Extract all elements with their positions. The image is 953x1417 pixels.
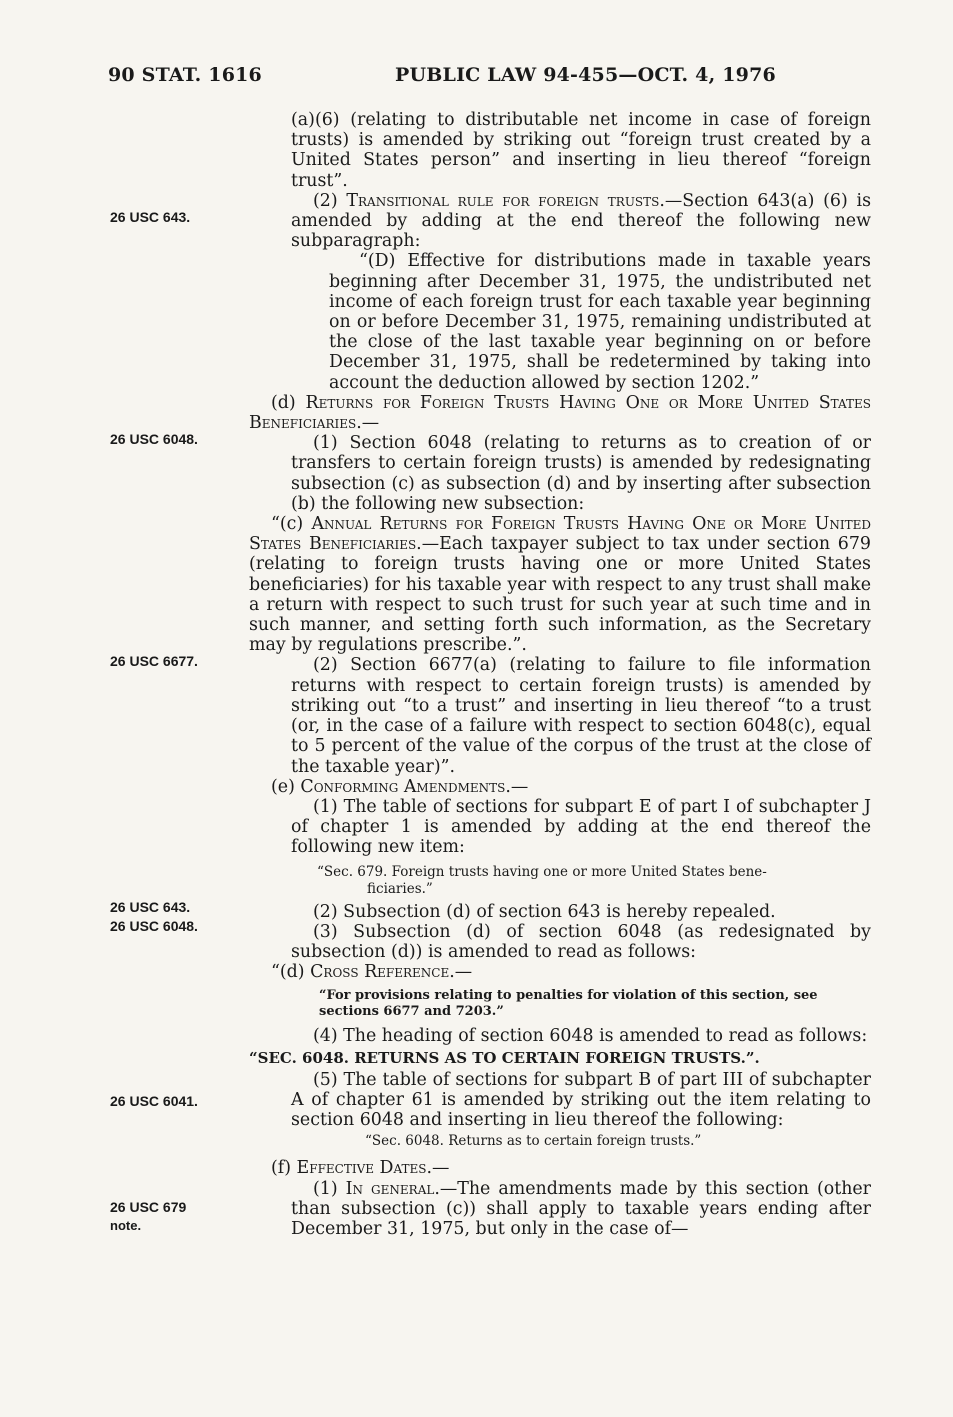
paragraph: (2) Subsection (d) of section 643 is hereby repealed. xyxy=(313,901,776,922)
paragraph: (3) Subsection (d) of section 6048 (as redesignated by subsection (d)) is amended to read as follows: xyxy=(291,921,871,962)
section-heading: Annual Returns for Foreign Trusts Having One or More United States Beneficiaries. xyxy=(249,514,871,555)
section-heading: Conforming Amendments. xyxy=(300,776,511,797)
paragraph: (4) The heading of section 6048 is amended to read as follows: xyxy=(313,1026,868,1047)
page-reference: 90 STAT. 1616 xyxy=(108,64,262,86)
section-heading: Returns for Foreign Trusts Having One or More United States Beneficiaries. xyxy=(249,392,871,434)
margin-citation: 26 USC 643. xyxy=(110,209,191,225)
paragraph: (2) Transitional rule for foreign trusts.—Section 643(a) (6) is amended by adding at the end thereof the following new subparagraph: xyxy=(291,190,871,252)
paragraph: (d) Returns for Foreign Trusts Having One or More United States Beneficiaries.— xyxy=(249,392,871,434)
section-heading-text: “SEC. 6048. RETURNS AS TO CERTAIN FOREIGN TRUSTS.”. xyxy=(249,1048,760,1067)
paragraph: (f) Effective Dates.— xyxy=(271,1158,450,1179)
paragraph: “(d) Cross Reference.— xyxy=(271,962,473,983)
running-header: PUBLIC LAW 94-455—OCT. 4, 1976 xyxy=(395,64,776,86)
margin-citation: 26 USC 643. xyxy=(110,899,191,915)
paragraph: (1) Section 6048 (relating to returns as to creation of or transfers to certain foreign trusts) is amended by redesignating subsection (c) as subsection (d) and by inserting after subsection (b) the following new subsection: xyxy=(291,433,871,514)
paragraph: (e) Conforming Amendments.— xyxy=(271,776,529,797)
paragraph: (a)(6) (relating to distributable net income in case of foreign trusts) is amended by striking out “foreign trust created by a United States person” and inserting in lieu thereof “foreign trust”. xyxy=(291,110,871,191)
paragraph: “(c) Annual Returns for Foreign Trusts Having One or More United States Beneficiaries.—Each taxpayer subject to tax under section 679 (relating to foreign trusts having one or more United States beneficiaries) for his taxable year with respect to any trust shall make a return with respect to such trust for such year at such time and in such manner, and setting forth such information, as the Secretary may by regulations prescribe.”. xyxy=(249,514,871,656)
margin-citation: note. xyxy=(110,1218,142,1233)
paragraph-heading: In general. xyxy=(345,1178,440,1199)
table-item: “Sec. 679. Foreign trusts having one or more United States bene- ficiaries.” xyxy=(317,863,767,897)
statute-text xyxy=(249,110,871,1239)
paragraph: (5) The table of sections for subpart B of part III of subchapter A of chapter 61 is amended by striking out the item relating to section 6048 and inserting in lieu thereof the following: xyxy=(291,1069,871,1131)
margin-citation: 26 USC 6048. xyxy=(110,431,198,447)
paragraph: (1) In general.—The amendments made by this section (other than subsection (c)) shall apply to taxable years ending after December 31, 1975, but only in the case of— xyxy=(291,1178,871,1239)
section-heading: Effective Dates. xyxy=(296,1158,432,1179)
quoted-subparagraph: “(D) Effective for distributions made in taxable years beginning after December 31, 1975, the undistributed net income of each foreign trust for each taxable year beginning on or before December 31, 1975, remaining undistributed at the close of the last taxable year beginning on or before December 31, 1975, shall be redetermined by taking into account the deduction allowed by section 1202.” xyxy=(329,251,871,393)
margin-citation: 26 USC 6041. xyxy=(110,1093,198,1109)
section-heading: Cross Reference. xyxy=(310,962,455,983)
paragraph: (2) Section 6677(a) (relating to failure to file information returns with respect to certain foreign trusts) is amended by striking out “to a trust” and inserting in lieu thereof “to a trust (or, in the case of a failure with respect to section 6048(c), equal to 5 percent of the value of the corpus of the trust at the close of the taxable year)”. xyxy=(291,655,871,777)
paragraph: (1) The table of sections for subpart E of part I of subchapter J of chapter 1 is amended by adding at the end thereof the following new item: xyxy=(291,796,871,858)
paragraph-heading: Transitional rule for foreign trusts. xyxy=(346,190,665,211)
margin-citation: 26 USC 6048. xyxy=(110,918,198,934)
cross-reference-note: “For provisions relating to penalties for violation of this section, see sections 6677 and 7203.” xyxy=(319,988,818,1020)
table-item: “Sec. 6048. Returns as to certain foreign trusts.” xyxy=(365,1133,702,1150)
margin-citation: 26 USC 679 xyxy=(110,1199,187,1215)
margin-citation: 26 USC 6677. xyxy=(110,653,198,669)
